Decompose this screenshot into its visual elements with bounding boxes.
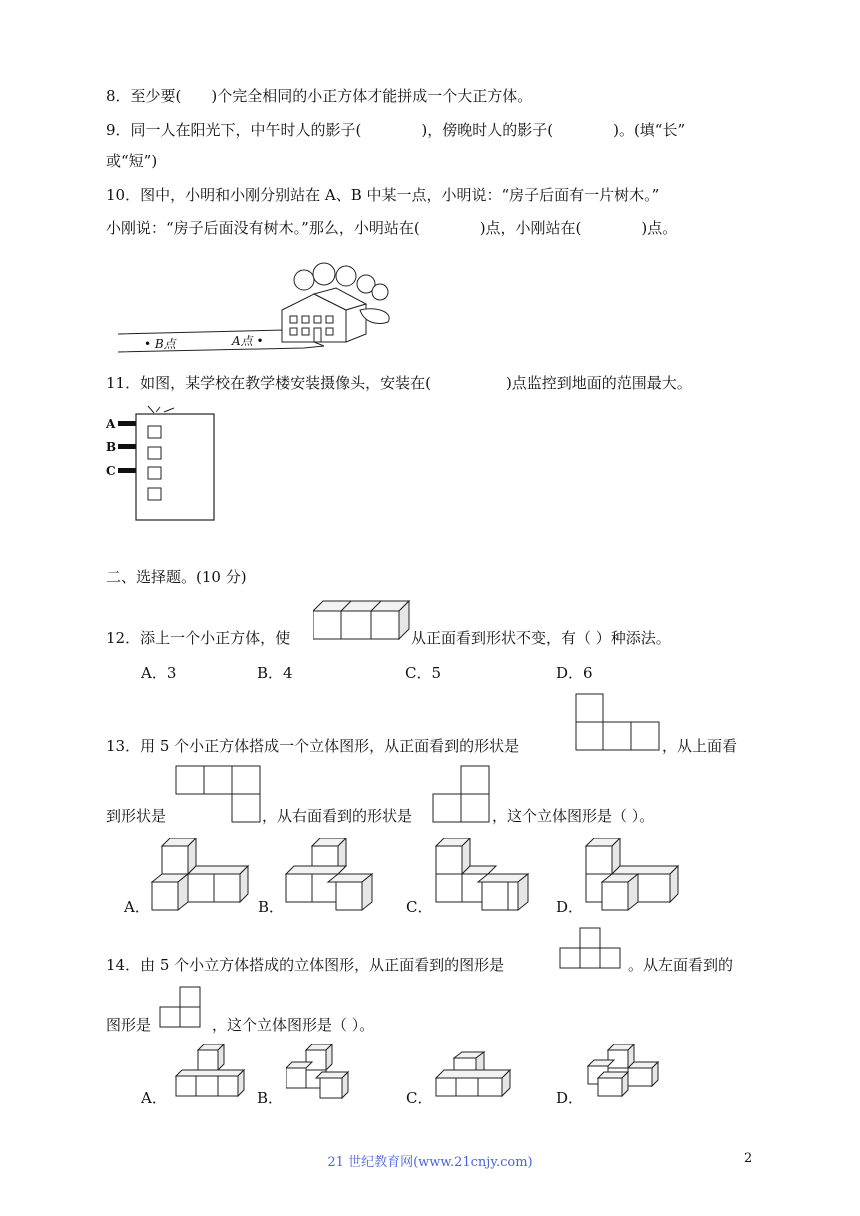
q13-front-view [575, 693, 661, 751]
question-9-line2: 或“短”) [106, 152, 158, 170]
q12-option-c[interactable]: C．5 [405, 664, 442, 682]
question-9-line1: 9．同一人在阳光下，中午时人的影子( )，傍晚时人的影子( )。(填“长” [106, 121, 686, 139]
q14-left-view [159, 986, 203, 1030]
point-b-label: • B点 [144, 337, 176, 351]
q14-option-a[interactable]: A． [141, 1089, 167, 1107]
q13-option-c-figure[interactable] [432, 838, 532, 914]
q14-option-c-figure[interactable] [434, 1050, 514, 1100]
q13-option-a-figure[interactable] [150, 838, 250, 914]
question-11: 11．如图，某学校在教学楼安装摄像头，安装在( )点监控到地面的范围最大。 [106, 374, 692, 392]
q13-top-view [175, 765, 261, 823]
q14-front-view [559, 927, 623, 971]
q14-option-a-figure[interactable] [170, 1044, 246, 1100]
page-number: 2 [744, 1151, 753, 1166]
question-14-pre: 14．由 5 个小立方体搭成的立体图形，从正面看到的图形是 [106, 956, 505, 974]
q13-option-c[interactable]: C． [406, 898, 433, 916]
question-13-pre: 13．用 5 个小正方体搭成一个立体图形，从正面看到的形状是 [106, 737, 520, 755]
section-2-heading: 二、选择题。(10 分) [106, 568, 247, 586]
q14-option-b-figure[interactable] [286, 1044, 356, 1100]
question-13-line2-pre: 到形状是 [106, 807, 167, 825]
question-12-pre: 12．添上一个小正方体，使 [106, 629, 291, 647]
question-10-line2: 小刚说：“房子后面没有树木。”那么，小明站在( )点，小刚站在( )点。 [106, 219, 678, 237]
question-14-line2-post: ，这个立体图形是（ ）。 [212, 1016, 375, 1034]
q14-option-d-figure[interactable] [584, 1044, 664, 1100]
q13-option-d[interactable]: D． [556, 898, 584, 916]
page-footer: 21 世纪教育网(www.21cnjy.com) [327, 1155, 533, 1170]
camera-label-a: A [106, 417, 116, 431]
question-13-line2-mid: ，从右面看到的形状是 [262, 807, 413, 825]
question-10-line1: 10．图中，小明和小刚分别站在 A、B 中某一点，小明说：“房子后面有一片树木。” [106, 186, 660, 204]
question-14-post: 。从左面看到的 [628, 956, 734, 974]
q12-option-d[interactable]: D．6 [556, 664, 593, 682]
q13-option-b-figure[interactable] [282, 838, 376, 914]
q14-option-c[interactable]: C． [406, 1089, 433, 1107]
q12-option-b[interactable]: B．4 [257, 664, 293, 682]
question-12-post: 从正面看到形状不变，有（ ）种添法。 [411, 629, 671, 647]
building-camera-figure [104, 404, 224, 526]
q13-option-a[interactable]: A． [124, 898, 150, 916]
q12-cube-figure [313, 597, 413, 641]
camera-label-b: B [106, 440, 117, 454]
q13-right-view [432, 765, 492, 823]
camera-label-c: C [106, 464, 116, 478]
q12-option-a[interactable]: A．3 [141, 664, 177, 682]
question-8: 8．至少要( )个完全相同的小正方体才能拼成一个大正方体。 [106, 87, 533, 105]
q14-option-b[interactable]: B． [257, 1089, 284, 1107]
q13-option-d-figure[interactable] [582, 838, 682, 914]
question-14-line2-pre: 图形是 [106, 1016, 152, 1034]
house-road-figure [114, 262, 414, 362]
question-13-line2-post: ，这个立体图形是（ ）。 [492, 807, 655, 825]
q13-option-b[interactable]: B． [258, 898, 285, 916]
point-a-label: A点 • [232, 334, 264, 348]
question-13-post: ，从上面看 [662, 737, 738, 755]
q14-option-d[interactable]: D． [556, 1089, 584, 1107]
